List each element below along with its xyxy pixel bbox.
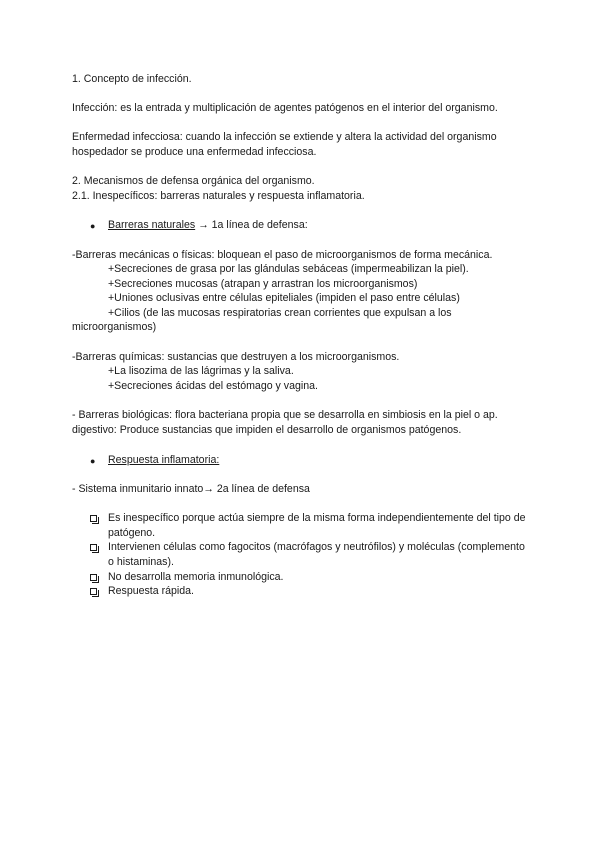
checklist-item: No desarrolla memoria inmunológica. bbox=[108, 571, 284, 583]
section-1-title: 1. Concepto de infección. bbox=[72, 73, 192, 85]
checklist-item: Respuesta rápida. bbox=[108, 585, 194, 597]
enfermedad-line-1: Enfermedad infecciosa: cuando la infección se extiende y altera la actividad del organismo bbox=[72, 131, 497, 143]
section-2-1-title: 2.1. Inespecíficos: barreras naturales y respuesta inflamatoria. bbox=[72, 190, 365, 202]
quimicas-intro: -Barreras químicas: sustancias que destruyen a los microorganismos. bbox=[72, 351, 400, 363]
quimicas-item: +La lisozima de las lágrimas y la saliva. bbox=[108, 365, 294, 377]
mecanicas-item: +Secreciones mucosas (atrapan y arrastran los microorganismos) bbox=[108, 278, 418, 290]
checkbox-icon bbox=[90, 588, 97, 595]
quimicas-item: +Secreciones ácidas del estómago y vagina. bbox=[108, 380, 318, 392]
checkbox-icon bbox=[90, 544, 97, 551]
biologicas-line-1: - Barreras biológicas: flora bacteriana propia que se desarrolla en simbiosis en la piel o ap. bbox=[72, 409, 498, 421]
checkbox-icon bbox=[90, 515, 97, 522]
mecanicas-tail: microorganismos) bbox=[72, 321, 157, 333]
sistema-innato-line: - Sistema inmunitario innato→ 2a línea de defensa bbox=[72, 483, 310, 495]
checkbox-icon bbox=[90, 574, 97, 581]
checklist-item: Es inespecífico porque actúa siempre de la misma forma independientemente del tipo de patógeno. bbox=[108, 512, 526, 539]
enfermedad-line-2: hospedador se produce una enfermedad infecciosa. bbox=[72, 146, 317, 158]
barreras-naturales-rest: → 1a línea de defensa: bbox=[195, 219, 308, 231]
section-2-title: 2. Mecanismos de defensa orgánica del organismo. bbox=[72, 175, 315, 187]
mecanicas-intro: -Barreras mecánicas o físicas: bloquean el paso de microorganismos de forma mecánica. bbox=[72, 249, 493, 261]
bullet-icon: ● bbox=[90, 221, 96, 231]
barreras-naturales-label: Barreras naturales bbox=[108, 219, 196, 231]
checklist-item: Intervienen células como fagocitos (macrófagos y neutrófilos) y moléculas (complemento o histaminas). bbox=[108, 541, 525, 568]
barreras-naturales-heading bbox=[108, 218, 308, 233]
respuesta-inflamatoria-heading: Respuesta inflamatoria: bbox=[108, 454, 220, 466]
bullet-icon: ● bbox=[90, 456, 96, 466]
mecanicas-item: +Cilios (de las mucosas respiratorias crean corrientes que expulsan a los bbox=[108, 307, 452, 319]
infeccion-definition: Infección: es la entrada y multiplicación de agentes patógenos en el interior del organismo. bbox=[72, 102, 498, 114]
biologicas-line-2: digestivo: Produce sustancias que impiden el desarrollo de organismos patógenos. bbox=[72, 424, 462, 436]
mecanicas-item: +Secreciones de grasa por las glándulas sebáceas (impermeabilizan la piel). bbox=[108, 263, 469, 275]
mecanicas-item: +Uniones oclusivas entre células epiteliales (impiden el paso entre células) bbox=[108, 292, 460, 304]
